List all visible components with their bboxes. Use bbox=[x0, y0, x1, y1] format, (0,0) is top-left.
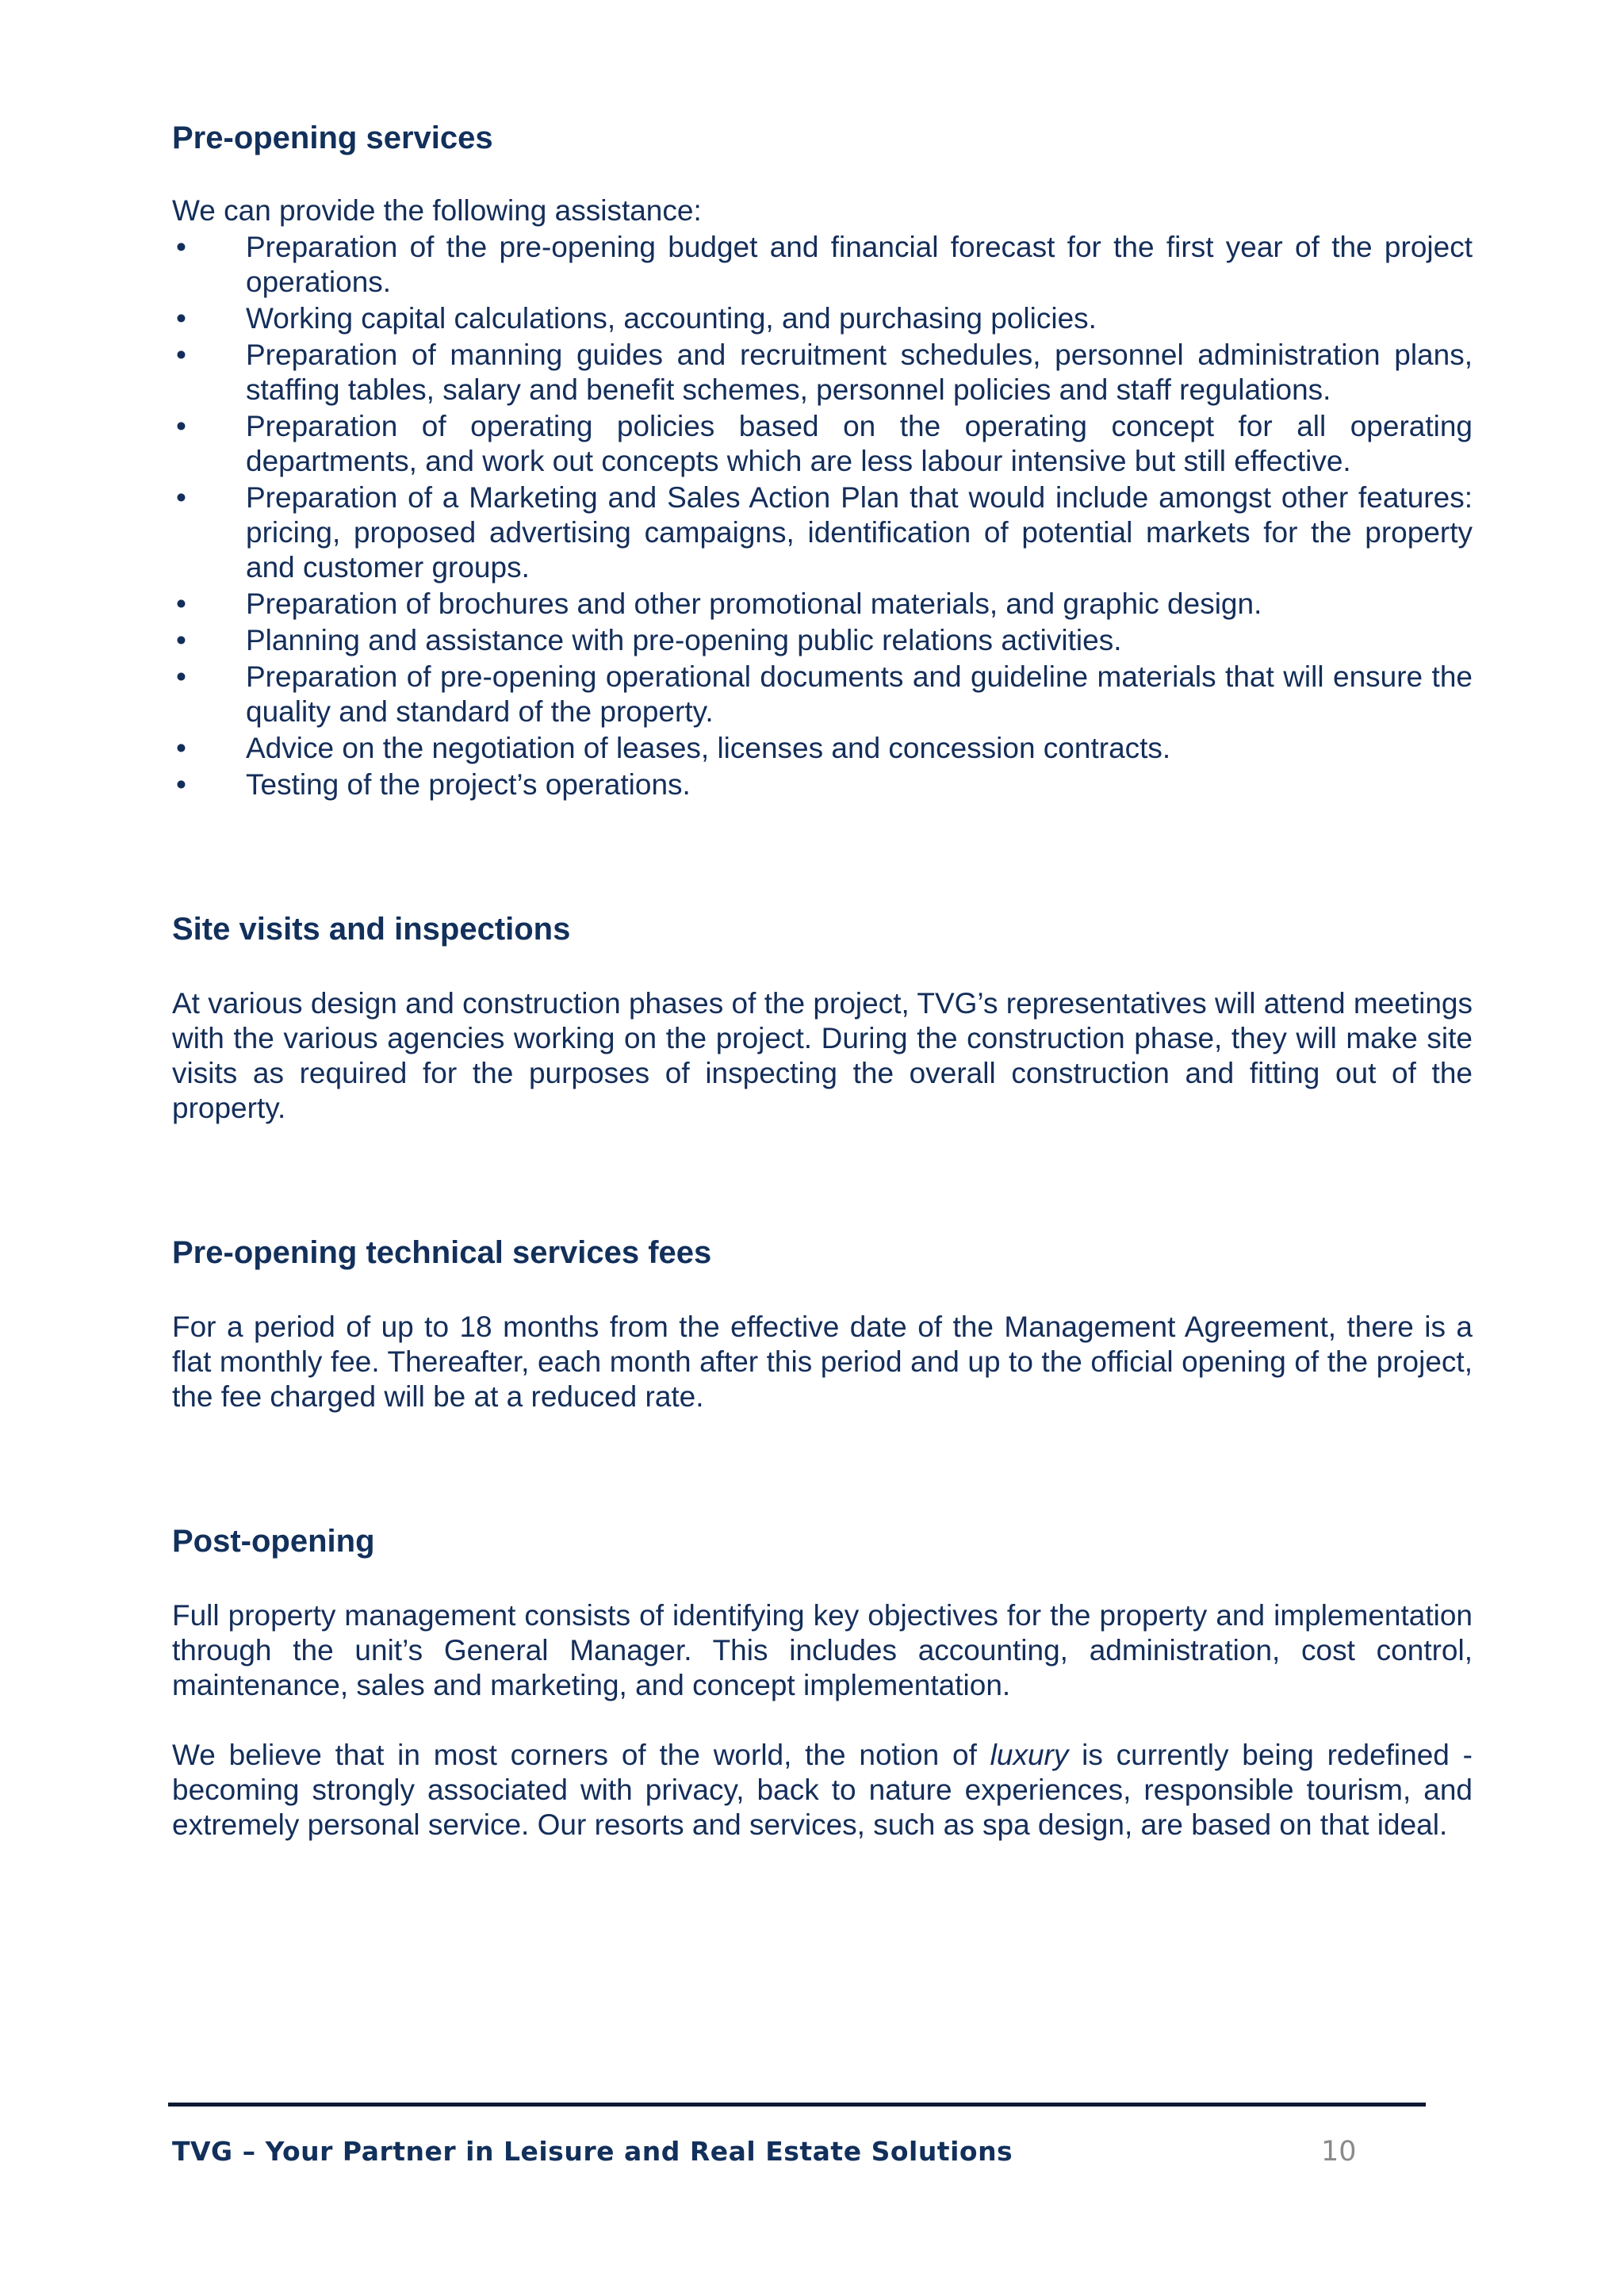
pre-opening-intro: We can provide the following assistance: bbox=[172, 194, 702, 227]
list-item: • Preparation of pre-opening operational documents and guideline materials that will ensure the quality and standard of the property. bbox=[176, 660, 1473, 728]
post-opening-body-2: We believe that in most corners of the world, the notion of luxury is currently being redefined - becoming strongly associated with privacy, back to nature experiences, responsible tourism, and extremely personal service. Our resorts and services, such as spa design, are based on that ideal. bbox=[172, 1739, 1473, 1841]
bullet-icon: • bbox=[176, 660, 186, 693]
heading-spacer bbox=[172, 1560, 1473, 1598]
bullet-icon: • bbox=[176, 481, 186, 514]
bullet-icon: • bbox=[176, 587, 186, 620]
list-item: • Preparation of manning guides and recruitment schedules, personnel administration plans, staffing tables, salary and benefit schemes, personnel policies and staff regulations. bbox=[176, 339, 1473, 406]
bullet-icon: • bbox=[176, 339, 186, 371]
list-item: • Preparation of operating policies based on the operating concept for all operating departments, and work out concepts which are less labour intensive but still effective. bbox=[176, 410, 1473, 477]
post-opening-body-1: Full property management consists of identifying key objectives for the property and implementation through the unit’s General Manager. This includes accounting, administration, cost control, maintenance, sales and marketing, and concept implementation. bbox=[172, 1599, 1473, 1701]
bullet-icon: • bbox=[176, 768, 186, 801]
footer-divider bbox=[168, 2103, 1426, 2107]
bullet-icon: • bbox=[176, 732, 186, 764]
bullet-icon: • bbox=[176, 624, 186, 656]
bullet-icon: • bbox=[176, 410, 186, 442]
list-item: • Testing of the project’s operations. bbox=[176, 768, 691, 801]
emphasis-luxury: luxury bbox=[990, 1739, 1069, 1771]
footer-tagline: TVG – Your Partner in Leisure and Real Estate Solutions bbox=[172, 2136, 1013, 2167]
technical-fees-body: For a period of up to 18 months from the effective date of the Management Agreement, there is a flat monthly fee. Thereafter, each month after this period and up to the official opening of the project, the fee charged will be at a reduced rate. bbox=[172, 1311, 1473, 1413]
list-item: • Working capital calculations, accounting, and purchasing policies. bbox=[176, 302, 1097, 335]
section-spacer bbox=[172, 1414, 1473, 1522]
bullet-icon: • bbox=[176, 231, 186, 263]
list-item: • Preparation of the pre-opening budget and financial forecast for the first year of the project operations. bbox=[176, 231, 1473, 298]
list-item: • Preparation of brochures and other promotional materials, and graphic design. bbox=[176, 587, 1262, 620]
list-item: • Preparation of a Marketing and Sales Action Plan that would include amongst other features: pricing, proposed advertising campaigns, identification of potential markets for the property and customer groups. bbox=[176, 481, 1473, 584]
heading-technical-fees: Pre-opening technical services fees bbox=[172, 1235, 712, 1270]
page-content bbox=[172, 119, 1473, 1843]
heading-pre-opening-services: Pre-opening services bbox=[172, 121, 493, 155]
list-item: • Planning and assistance with pre-opening public relations activities. bbox=[176, 624, 1122, 656]
site-visits-body: At various design and construction phases of the project, TVG’s representatives will attend meetings with the various agencies working on the project. During the construction phase, they will make site visits as required for the purposes of inspecting the overall construction and fitting out of the property. bbox=[172, 987, 1473, 1124]
pre-opening-bullet-list bbox=[172, 230, 1473, 802]
heading-post-opening: Post-opening bbox=[172, 1524, 375, 1559]
page-number: 10 bbox=[1321, 2136, 1357, 2168]
heading-spacer bbox=[172, 1272, 1473, 1310]
section-spacer bbox=[172, 802, 1473, 910]
heading-spacer bbox=[172, 948, 1473, 986]
paragraph-spacer bbox=[172, 1703, 1473, 1738]
section-spacer bbox=[172, 1126, 1473, 1234]
heading-site-visits: Site visits and inspections bbox=[172, 912, 571, 947]
bullet-icon: • bbox=[176, 302, 186, 335]
list-item: • Advice on the negotiation of leases, licenses and concession contracts. bbox=[176, 732, 1171, 764]
